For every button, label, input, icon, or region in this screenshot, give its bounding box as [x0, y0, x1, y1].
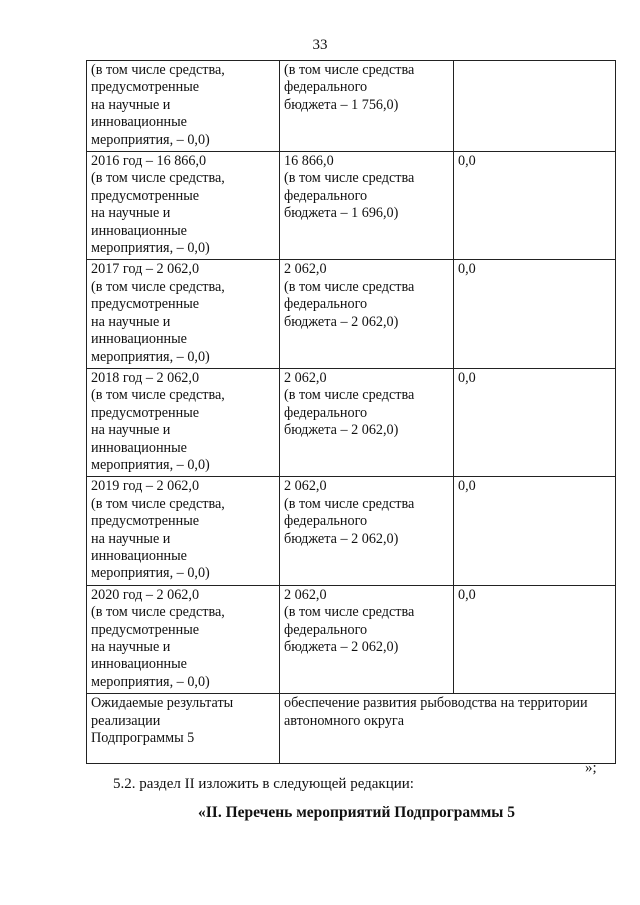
cell-line: 16 866,0 [284, 153, 334, 170]
cell-line: (в том числе средства, [91, 604, 225, 621]
cell-line: предусмотренные [91, 296, 200, 313]
table-cell-year-total [87, 368, 280, 476]
cell-line: федерального [284, 79, 368, 96]
cell-line: инновационные [91, 656, 187, 673]
cell-line: 0,0 [458, 261, 476, 278]
cell-line: 2017 год – 2 062,0 [91, 261, 200, 278]
table-row-expected-results [87, 694, 616, 764]
cell-line: инновационные [91, 547, 187, 564]
funding-table [86, 60, 616, 764]
closing-quote: »; [585, 760, 597, 776]
cell-line: Ожидаемые результаты [91, 695, 234, 712]
expected-results-text: обеспечение развития рыбоводства на территории автономного округа [284, 695, 588, 729]
cell-line: бюджета – 1 756,0) [284, 96, 399, 113]
cell-line: 0,0 [458, 369, 476, 386]
table-cell-year-total [87, 477, 280, 585]
cell-line: предусмотренные [91, 621, 200, 638]
cell-line: мероприятия, – 0,0) [91, 673, 210, 690]
funding-table-body [87, 61, 616, 764]
expected-results-label [87, 694, 280, 764]
table-row [87, 585, 616, 693]
expected-results-value [280, 694, 616, 764]
cell-line: (в том числе средства [284, 604, 415, 621]
cell-line: 2016 год – 16 866,0 [91, 153, 207, 170]
cell-line: на научные и [91, 96, 171, 113]
cell-line: (в том числе средства, [91, 62, 225, 78]
page-number: 33 [312, 37, 328, 53]
cell-line: (в том числе средства [284, 62, 415, 78]
table-cell-district-budget [280, 477, 454, 585]
cell-line: предусмотренные [91, 79, 200, 96]
cell-line: (в том числе средства, [91, 170, 225, 187]
table-cell-other-sources [454, 477, 616, 585]
cell-line: инновационные [91, 331, 187, 348]
table-row [87, 368, 616, 476]
cell-line: 0,0 [458, 153, 476, 170]
cell-line: (в том числе средства [284, 495, 415, 512]
cell-line: 2 062,0 [284, 369, 327, 386]
cell-line: бюджета – 1 696,0) [284, 205, 399, 222]
cell-line: Подпрограммы 5 [91, 730, 195, 747]
cell-line: бюджета – 2 062,0) [284, 639, 399, 655]
amendment-paragraph: 5.2. раздел II изложить в следующей редакции: [113, 776, 414, 792]
cell-line: предусмотренные [91, 513, 200, 530]
cell-line: (в том числе средства, [91, 387, 225, 404]
cell-line: мероприятия, – 0,0) [91, 131, 210, 148]
cell-line: (в том числе средства [284, 278, 415, 295]
cell-line: (в том числе средства [284, 387, 415, 404]
cell-line: 2019 год – 2 062,0 [91, 478, 200, 495]
table-cell-year-total [87, 260, 280, 368]
cell-line: инновационные [91, 439, 187, 456]
cell-line: предусмотренные [91, 404, 200, 421]
table-cell-year-total [87, 61, 280, 152]
table-cell-district-budget [280, 585, 454, 693]
cell-line: федерального [284, 404, 368, 421]
cell-line: бюджета – 2 062,0) [284, 313, 399, 330]
cell-line: мероприятия, – 0,0) [91, 240, 210, 257]
cell-line: 0,0 [458, 478, 476, 495]
cell-line: федерального [284, 621, 368, 638]
table-row [87, 477, 616, 585]
table-row [87, 61, 616, 152]
table-cell-district-budget [280, 260, 454, 368]
cell-line: мероприятия, – 0,0) [91, 456, 210, 473]
cell-line: на научные и [91, 313, 171, 330]
table-cell-year-total [87, 152, 280, 260]
cell-line: мероприятия, – 0,0) [91, 348, 210, 365]
cell-line: (в том числе средства, [91, 278, 225, 295]
table-cell-district-budget [280, 368, 454, 476]
table-row [87, 152, 616, 260]
cell-line: федерального [284, 187, 368, 204]
cell-line: на научные и [91, 205, 171, 222]
table-cell-other-sources [454, 368, 616, 476]
cell-line: бюджета – 2 062,0) [284, 422, 399, 439]
cell-line: на научные и [91, 530, 171, 547]
table-cell-other-sources [454, 260, 616, 368]
cell-line: на научные и [91, 422, 171, 439]
cell-line: инновационные [91, 114, 187, 131]
cell-line: инновационные [91, 222, 187, 239]
cell-line: 2 062,0 [284, 586, 327, 603]
cell-line: (в том числе средства [284, 170, 415, 187]
table-cell-other-sources [454, 61, 616, 152]
cell-line: 2018 год – 2 062,0 [91, 369, 200, 386]
cell-line: мероприятия, – 0,0) [91, 565, 210, 582]
table-cell-district-budget [280, 152, 454, 260]
cell-line: 2 062,0 [284, 261, 327, 278]
cell-line: 2020 год – 2 062,0 [91, 586, 200, 603]
cell-line: 0,0 [458, 586, 476, 603]
cell-line: 2 062,0 [284, 478, 327, 495]
table-row [87, 260, 616, 368]
cell-line: федерального [284, 296, 368, 313]
cell-line: (в том числе средства, [91, 495, 225, 512]
table-cell-other-sources [454, 152, 616, 260]
cell-line: предусмотренные [91, 187, 200, 204]
cell-line: бюджета – 2 062,0) [284, 530, 399, 547]
section-title: «II. Перечень мероприятий Подпрограммы 5 [198, 804, 516, 821]
cell-line: на научные и [91, 639, 171, 655]
cell-line: федерального [284, 513, 368, 530]
table-cell-other-sources [454, 585, 616, 693]
table-cell-year-total [87, 585, 280, 693]
cell-line: реализации [91, 712, 161, 729]
table-cell-district-budget [280, 61, 454, 152]
